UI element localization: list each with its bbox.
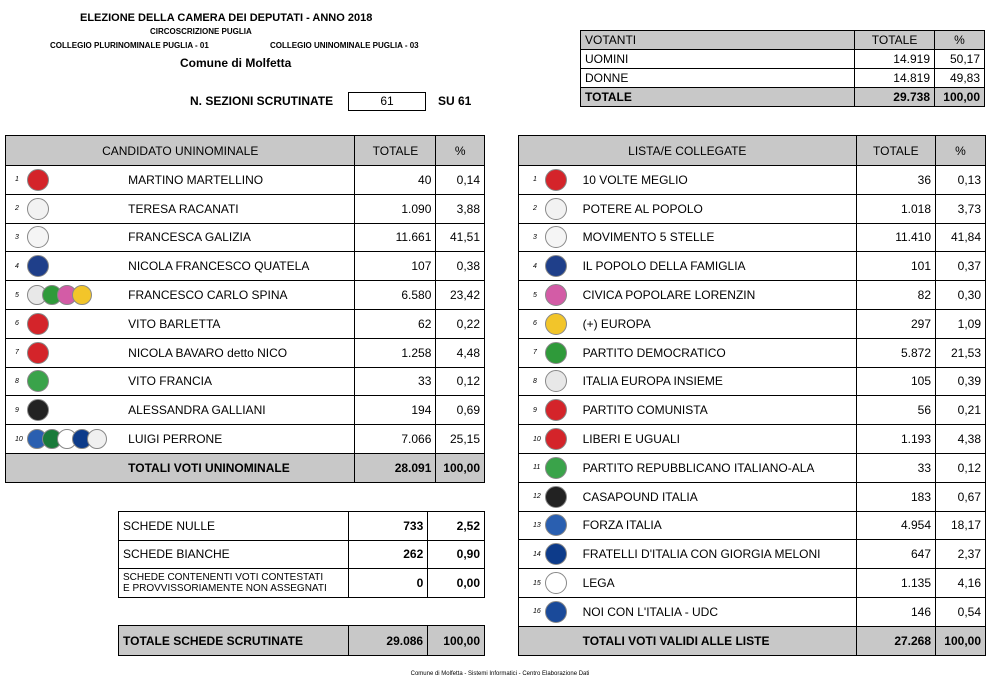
votanti-pct: 100,00 (935, 88, 985, 107)
row-number: 15 (519, 569, 541, 598)
list-pct: 0,21 (936, 396, 986, 425)
party-logos (23, 223, 122, 252)
schede-totale: 0 (348, 569, 427, 598)
list-totale: 647 (856, 540, 935, 569)
row-number: 12 (519, 482, 541, 511)
table-row (6, 194, 485, 223)
total-pct: 100,00 (936, 626, 986, 655)
table-row (119, 569, 485, 598)
list-name: CASAPOUND ITALIA (581, 482, 856, 511)
list-logo (541, 425, 581, 454)
table-row (6, 281, 485, 310)
row-number: 5 (6, 281, 24, 310)
list-logo (541, 597, 581, 626)
candidate-name: MARTINO MARTELLINO (122, 166, 355, 195)
party-logo-icon (87, 429, 107, 449)
party-logo-icon (27, 255, 49, 277)
liste-table (518, 135, 986, 656)
candidate-totale: 7.066 (355, 425, 436, 454)
table-row (519, 453, 986, 482)
table-row (519, 338, 986, 367)
row-number: 10 (519, 425, 541, 454)
candidate-totale: 40 (355, 166, 436, 195)
table-row (6, 223, 485, 252)
table-row (6, 396, 485, 425)
votanti-pct: 50,17 (935, 50, 985, 69)
table-row (519, 194, 986, 223)
list-totale: 11.410 (856, 223, 935, 252)
candidate-name: VITO FRANCIA (122, 367, 355, 396)
list-name: NOI CON L'ITALIA - UDC (581, 597, 856, 626)
party-logos (23, 338, 122, 367)
list-pct: 4,38 (936, 425, 986, 454)
party-logo-icon (545, 370, 567, 392)
votanti-label: TOTALE (581, 88, 855, 107)
totale-schede-label: TOTALE SCHEDE SCRUTINATE (119, 626, 349, 656)
row-number: 16 (519, 597, 541, 626)
party-logos (23, 425, 122, 454)
row-number: 7 (519, 338, 541, 367)
column-header: TOTALE (855, 31, 935, 50)
candidate-totale: 194 (355, 396, 436, 425)
sezioni-total: SU 61 (438, 94, 472, 108)
table-total-row (581, 88, 985, 107)
list-pct: 41,84 (936, 223, 986, 252)
candidate-totale: 1.258 (355, 338, 436, 367)
party-logos (23, 194, 122, 223)
total-value: 28.091 (355, 453, 436, 482)
table-total-row (6, 453, 485, 482)
election-title: ELEZIONE DELLA CAMERA DEI DEPUTATI - ANNO 2018 (80, 12, 373, 24)
row-number: 6 (6, 309, 24, 338)
footer: Comune di Molfetta - Sistemi Informatici - Centro Elaborazione Dati (410, 671, 590, 677)
list-name: PARTITO COMUNISTA (581, 396, 856, 425)
row-number: 9 (519, 396, 541, 425)
column-header: % (936, 136, 986, 166)
party-logo-icon (545, 198, 567, 220)
list-logo (541, 367, 581, 396)
candidate-name: NICOLA FRANCESCO QUATELA (122, 252, 355, 281)
column-header: TOTALE (355, 136, 436, 166)
schede-label-line2: E PROVVISSORIAMENTE NON ASSEGNATI (123, 582, 327, 594)
list-totale: 36 (856, 166, 935, 195)
list-logo (541, 309, 581, 338)
candidati-table (5, 135, 485, 483)
list-logo (541, 482, 581, 511)
column-header: CANDIDATO UNINOMINALE (6, 136, 355, 166)
row-number: 4 (519, 252, 541, 281)
column-header: LISTA/E COLLEGATE (519, 136, 857, 166)
list-totale: 56 (856, 396, 935, 425)
list-pct: 0,39 (936, 367, 986, 396)
table-row (6, 166, 485, 195)
totale-schede-table (118, 625, 485, 656)
list-logo (541, 252, 581, 281)
party-logo-icon (545, 342, 567, 364)
row-number: 2 (6, 194, 24, 223)
table-header-row (519, 136, 986, 166)
schede-label (119, 569, 349, 598)
row-number: 8 (519, 367, 541, 396)
list-totale: 297 (856, 309, 935, 338)
circoscrizione: CIRCOSCRIZIONE PUGLIA (150, 27, 252, 36)
list-logo (541, 511, 581, 540)
list-pct: 0,13 (936, 166, 986, 195)
list-name: LEGA (581, 569, 856, 598)
list-name: FRATELLI D'ITALIA CON GIORGIA MELONI (581, 540, 856, 569)
party-logo-icon (27, 169, 49, 191)
table-row (519, 223, 986, 252)
sezioni-value: 61 (348, 92, 426, 111)
votanti-totale: 14.919 (855, 50, 935, 69)
candidate-name: TERESA RACANATI (122, 194, 355, 223)
table-header-row (6, 136, 485, 166)
totale-schede-value: 29.086 (348, 626, 428, 656)
table-row (519, 252, 986, 281)
list-pct: 18,17 (936, 511, 986, 540)
list-name: PARTITO DEMOCRATICO (581, 338, 856, 367)
table-row (519, 281, 986, 310)
list-name: 10 VOLTE MEGLIO (581, 166, 856, 195)
votanti-table (580, 30, 985, 107)
party-logo-icon (27, 226, 49, 248)
party-logo-icon (545, 601, 567, 623)
list-pct: 0,54 (936, 597, 986, 626)
row-number: 1 (519, 166, 541, 195)
schede-label: SCHEDE NULLE (119, 512, 349, 541)
list-totale: 101 (856, 252, 935, 281)
list-pct: 1,09 (936, 309, 986, 338)
party-logo-icon (545, 255, 567, 277)
candidate-name: FRANCESCO CARLO SPINA (122, 281, 355, 310)
row-number: 9 (6, 396, 24, 425)
row-number: 10 (6, 425, 24, 454)
list-totale: 105 (856, 367, 935, 396)
votanti-totale: 29.738 (855, 88, 935, 107)
row-number: 14 (519, 540, 541, 569)
table-row (519, 367, 986, 396)
row-number: 6 (519, 309, 541, 338)
party-logos (23, 309, 122, 338)
total-label: TOTALI VOTI UNINOMINALE (122, 453, 355, 482)
total-label-cell (519, 626, 581, 655)
votanti-pct: 49,83 (935, 69, 985, 88)
schede-label-line1: SCHEDE CONTENENTI VOTI CONTESTATI (123, 571, 324, 583)
party-logo-icon (545, 428, 567, 450)
party-logo-icon (545, 457, 567, 479)
party-logos (23, 166, 122, 195)
party-logo-icon (27, 370, 49, 392)
candidate-pct: 0,69 (436, 396, 485, 425)
candidate-pct: 0,12 (436, 367, 485, 396)
party-logo-icon (545, 226, 567, 248)
row-number: 3 (519, 223, 541, 252)
comune-name: Comune di Molfetta (180, 56, 292, 70)
list-totale: 5.872 (856, 338, 935, 367)
candidate-totale: 11.661 (355, 223, 436, 252)
column-header: % (436, 136, 485, 166)
candidate-pct: 0,38 (436, 252, 485, 281)
table-row (6, 252, 485, 281)
table-total-row (519, 626, 986, 655)
list-name: LIBERI E UGUALI (581, 425, 856, 454)
row-number: 13 (519, 511, 541, 540)
party-logo-icon (27, 198, 49, 220)
row-number: 1 (6, 166, 24, 195)
list-name: IL POPOLO DELLA FAMIGLIA (581, 252, 856, 281)
list-name: FORZA ITALIA (581, 511, 856, 540)
list-pct: 4,16 (936, 569, 986, 598)
totale-schede-pct: 100,00 (428, 626, 485, 656)
schede-totale: 262 (348, 540, 427, 569)
list-totale: 1.193 (856, 425, 935, 454)
candidate-totale: 1.090 (355, 194, 436, 223)
list-pct: 0,12 (936, 453, 986, 482)
table-row (519, 309, 986, 338)
candidate-name: ALESSANDRA GALLIANI (122, 396, 355, 425)
table-header-row (581, 31, 985, 50)
schede-pct: 2,52 (428, 512, 485, 541)
sezioni-label: N. SEZIONI SCRUTINATE (190, 94, 334, 108)
list-totale: 82 (856, 281, 935, 310)
list-logo (541, 453, 581, 482)
party-logo-icon (545, 169, 567, 191)
table-row (119, 512, 485, 541)
column-header: VOTANTI (581, 31, 855, 50)
collegio-plurinominale: COLLEGIO PLURINOMINALE PUGLIA - 01 (50, 41, 209, 50)
candidate-pct: 0,22 (436, 309, 485, 338)
list-name: MOVIMENTO 5 STELLE (581, 223, 856, 252)
schede-table (118, 511, 485, 598)
table-row (519, 166, 986, 195)
list-logo (541, 396, 581, 425)
candidate-name: VITO BARLETTA (122, 309, 355, 338)
candidate-totale: 107 (355, 252, 436, 281)
party-logos (23, 367, 122, 396)
table-row (519, 540, 986, 569)
party-logo-icon (545, 486, 567, 508)
candidate-pct: 4,48 (436, 338, 485, 367)
candidate-name: NICOLA BAVARO detto NICO (122, 338, 355, 367)
schede-label: SCHEDE BIANCHE (119, 540, 349, 569)
candidate-name: FRANCESCA GALIZIA (122, 223, 355, 252)
row-number: 5 (519, 281, 541, 310)
candidate-totale: 6.580 (355, 281, 436, 310)
list-name: PARTITO REPUBBLICANO ITALIANO-ALA (581, 453, 856, 482)
list-totale: 33 (856, 453, 935, 482)
list-pct: 3,73 (936, 194, 986, 223)
votanti-totale: 14.819 (855, 69, 935, 88)
list-totale: 183 (856, 482, 935, 511)
total-label: TOTALI VOTI VALIDI ALLE LISTE (581, 626, 856, 655)
table-row (6, 367, 485, 396)
schede-pct: 0,00 (428, 569, 485, 598)
table-row (519, 425, 986, 454)
list-logo (541, 166, 581, 195)
list-logo (541, 338, 581, 367)
list-totale: 1.018 (856, 194, 935, 223)
party-logo-icon (545, 572, 567, 594)
party-logo-icon (545, 313, 567, 335)
table-row (519, 396, 986, 425)
list-pct: 2,37 (936, 540, 986, 569)
party-logo-icon (27, 313, 49, 335)
table-row (581, 50, 985, 69)
total-pct: 100,00 (436, 453, 485, 482)
list-name: ITALIA EUROPA INSIEME (581, 367, 856, 396)
column-header: TOTALE (856, 136, 935, 166)
party-logo-icon (545, 284, 567, 306)
party-logo-icon (545, 543, 567, 565)
candidate-pct: 25,15 (436, 425, 485, 454)
list-pct: 0,37 (936, 252, 986, 281)
candidate-pct: 41,51 (436, 223, 485, 252)
list-logo (541, 223, 581, 252)
table-row (6, 338, 485, 367)
row-number: 8 (6, 367, 24, 396)
total-value: 27.268 (856, 626, 935, 655)
list-totale: 4.954 (856, 511, 935, 540)
candidate-totale: 33 (355, 367, 436, 396)
votanti-label: UOMINI (581, 50, 855, 69)
party-logos (23, 252, 122, 281)
list-pct: 0,67 (936, 482, 986, 511)
table-row (519, 482, 986, 511)
list-name: CIVICA POPOLARE LORENZIN (581, 281, 856, 310)
table-row (519, 569, 986, 598)
list-name: POTERE AL POPOLO (581, 194, 856, 223)
candidate-pct: 23,42 (436, 281, 485, 310)
party-logo-icon (27, 342, 49, 364)
list-logo (541, 540, 581, 569)
party-logo-icon (545, 514, 567, 536)
row-number: 4 (6, 252, 24, 281)
list-totale: 146 (856, 597, 935, 626)
party-logo-icon (27, 399, 49, 421)
row-number: 2 (519, 194, 541, 223)
candidate-pct: 0,14 (436, 166, 485, 195)
list-pct: 21,53 (936, 338, 986, 367)
party-logo-icon (72, 285, 92, 305)
table-row (519, 597, 986, 626)
list-logo (541, 194, 581, 223)
column-header: % (935, 31, 985, 50)
table-row (6, 309, 485, 338)
table-row (581, 69, 985, 88)
list-logo (541, 281, 581, 310)
table-row (119, 540, 485, 569)
table-total-row (119, 626, 485, 656)
row-number: 3 (6, 223, 24, 252)
row-number: 7 (6, 338, 24, 367)
candidate-name: LUIGI PERRONE (122, 425, 355, 454)
votanti-label: DONNE (581, 69, 855, 88)
schede-totale: 733 (348, 512, 427, 541)
collegio-uninominale: COLLEGIO UNINOMINALE PUGLIA - 03 (270, 41, 419, 50)
list-totale: 1.135 (856, 569, 935, 598)
total-label-cell (6, 453, 123, 482)
party-logo-icon (545, 399, 567, 421)
candidate-totale: 62 (355, 309, 436, 338)
table-row (519, 511, 986, 540)
list-logo (541, 569, 581, 598)
schede-pct: 0,90 (428, 540, 485, 569)
party-logos (23, 396, 122, 425)
table-row (6, 425, 485, 454)
row-number: 11 (519, 453, 541, 482)
list-name: (+) EUROPA (581, 309, 856, 338)
list-pct: 0,30 (936, 281, 986, 310)
party-logos (23, 281, 122, 310)
candidate-pct: 3,88 (436, 194, 485, 223)
